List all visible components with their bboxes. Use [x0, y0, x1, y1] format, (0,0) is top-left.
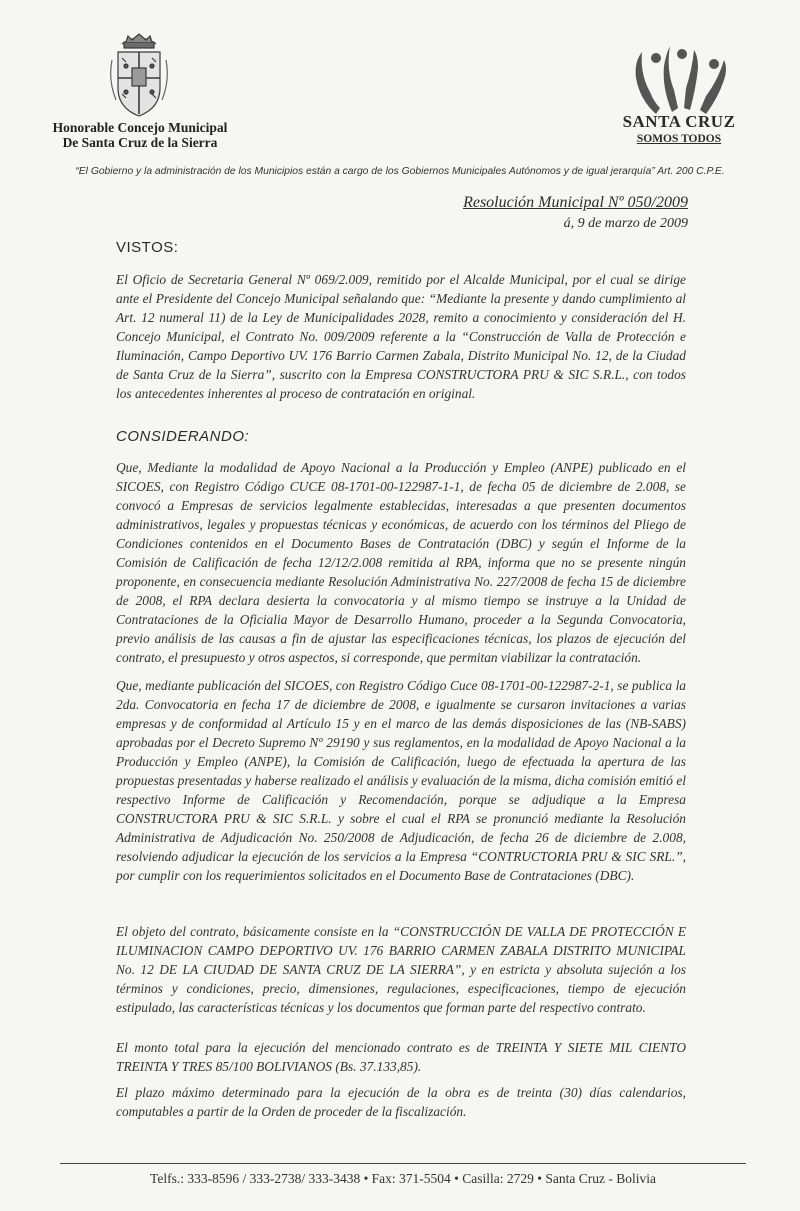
footer-divider: [60, 1163, 746, 1164]
considerando-heading: CONSIDERANDO:: [116, 428, 250, 445]
resolution-title: Resolución Municipal Nº 050/2009: [463, 194, 688, 211]
organization-line-1: Honorable Concejo Municipal: [52, 120, 228, 135]
paragraph-considerando-2: Que, mediante publicación del SICOES, con Registro Código Cuce 08-1701-00-122987-2-1, se publica la 2da. Convocatoria en fecha 17 de diciembre de 2008, e igualmente se cursaron invitaciones a varias empresas y de conformidad al Artículo 15 y en el marco de las demás disposiciones de las (NB-SABS) aprobadas por el Decreto Supremo Nº 29190 y sus reglamentos, en la modalidad de Apoyo Nacional a la Producción y Empleo (ANPE), la Comisión de Calificación, luego de efectuada la apertura de las propuestas presentadas y haberse realizado el análisis y evaluación de la misma, dicha comisión emitió el respectivo Informe de Calificación y Recomendación, porque se adjudique a la Empresa CONSTRUCTORA PRU & SIC S.R.L. y sobre el cual el RPA se pronunció mediante la Resolución Administrativa de Adjudicación No. 250/2008 de Adjudicación, de fecha 26 de diciembre de 2.008, resolviendo adjudicar la ejecución de los servicios a la Empresa “CONTRUCTORIA PRU & SIC SRL.”, por cumplir con los requerimientos solicitados en el Documento Base de Contrataciones (DBC).: [116, 678, 686, 883]
brand-name: SANTA CRUZ: [622, 112, 736, 131]
organization-line-2: De Santa Cruz de la Sierra: [62, 135, 218, 150]
paragraph-vistos: El Oficio de Secretaria General Nº 069/2.009, remitido por el Alcalde Municipal, por el cual se dirige ante el Presidente del Concejo Municipal señalando que: “Mediante la presente y dando cumplimiento al Art. 12 numeral 11) de la Ley de Municipalidades 2028, remito a conocimiento y consideración del H. Concejo Municipal, el Contrato No. 009/2009 referente a la “Construcción de Valla de Protección e Iluminación, Campo Deportivo UV. 176 Barrio Carmen Zabala, Distrito Municipal No. 12, de la Ciudad de Santa Cruz de la Sierra”, suscrito con la Empresa CONSTRUCTORA PRU & SIC S.R.L., con todos los antecedentes inherentes al proceso de contratación en original.: [116, 272, 686, 401]
constitutional-quote: “El Gobierno y la administración de los Municipios están a cargo de los Gobiernos Municipales Autónomos y de igual jerarquía” Art. 200 C.P.E.: [75, 166, 725, 177]
paragraph-contract-amount: El monto total para la ejecución del mencionado contrato es de TREINTA Y SIETE MIL CIENTO TREINTA Y TRES 85/100 BOLIVIANOS (Bs. 37.133,85).: [116, 1040, 686, 1074]
footer-contact: Telfs.: 333-8596 / 333-2738/ 333-3438 • Fax: 371-5504 • Casilla: 2729 • Santa Cruz - Bolivia: [150, 1171, 656, 1186]
paragraph-considerando-1: Que, Mediante la modalidad de Apoyo Nacional a la Producción y Empleo (ANPE) publicado en el SICOES, con Registro Código CUCE 08-1701-00-122987-1-1, de fecha 05 de diciembre de 2.008, se convocó a Empresas de servicios legalmente establecidas, interesadas a que presenten documentos administrativos, legales y propuestas técnicas y económicas, de acuerdo con los términos del Pliego de Condiciones contenidos en el Documento Bases de Contratación (DBC) y según el Informe de la Comisión de Calificación de fecha 12/12/2.008 remitida al RPA, informa que no se presente ningún proponente, en consecuencia mediante Resolución Administrativa No. 227/2008 de fecha 15 de diciembre de 2008, el RPA declara desierta la convocatoria y al mismo tiempo se instruye a la Unidad de Contrataciones de la Oficialia Mayor de Desarrollo Humano, proceder a la Segunda Convocatoria, previo análisis de las causas a fin de ajustar las especificaciones técnicas, los plazos de ejecución del contrato, el presupuesto y otros aspectos, si corresponde, que permitan viabilizar la contratación.: [116, 460, 686, 665]
resolution-date: á, 9 de marzo de 2009: [563, 216, 688, 231]
paragraph-contract-object: El objeto del contrato, básicamente consiste en la “CONSTRUCCIÓN DE VALLA DE PROTECCIÓN E ILUMINACION CAMPO DEPORTIVO UV. 176 BARRIO CARMEN ZABALA DISTRITO MUNICIPAL No. 12 DE LA CIUDAD DE SANTA CRUZ DE LA SIERRA”, y en estricta y absoluta sujeción a los términos y condiciones, precio, dimensiones, regulaciones, especificaciones, tiempo de ejecución estipulado, las características técnicas y los documentos que forman parte del respectivo contrato.: [116, 924, 686, 1015]
organization-name: [40, 120, 240, 150]
brand-slogan: SOMOS TODOS: [636, 133, 722, 145]
vistos-heading: VISTOS:: [116, 239, 179, 256]
coat-of-arms-icon: [108, 30, 170, 120]
paragraph-contract-term: El plazo máximo determinado para la ejecución de la obra es de treinta (30) días calendarios, computables a partir de la Orden de proceder de la fiscalización.: [116, 1085, 686, 1119]
